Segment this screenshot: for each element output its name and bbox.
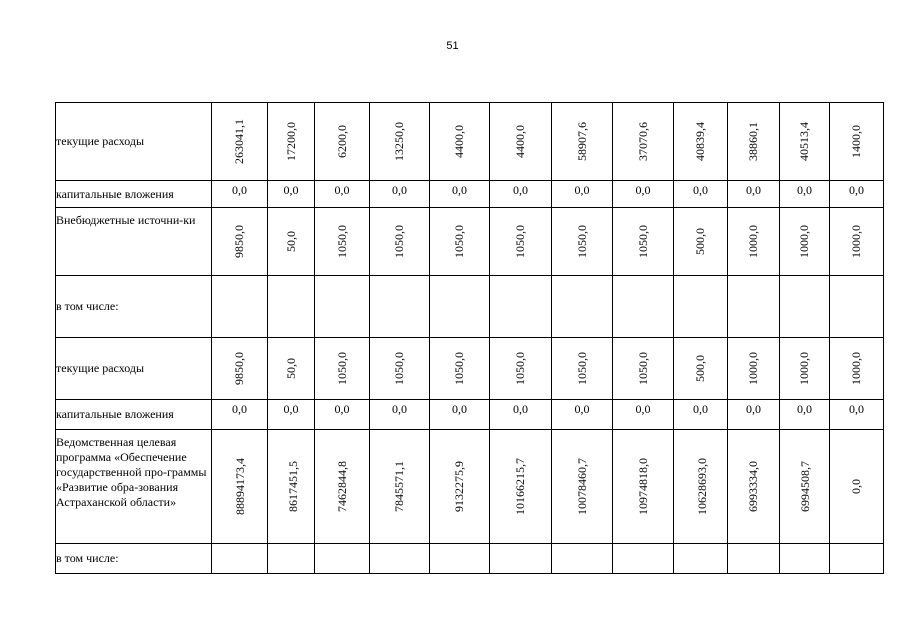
value-text: 1050,0 (513, 352, 527, 385)
value-cell (830, 276, 884, 338)
value-cell (674, 208, 728, 276)
value-text: 9850,0 (232, 225, 246, 258)
row-label: текущие расходы (56, 338, 212, 400)
value-text: 10078460,7 (574, 458, 589, 515)
value-cell: 0,0 (490, 400, 552, 430)
value-text: 9132275,9 (452, 461, 466, 512)
value-cell (613, 430, 674, 544)
table-row (56, 338, 884, 400)
value-text: 1050,0 (513, 225, 527, 258)
value-text: 500,0 (693, 355, 707, 382)
value-cell: 0,0 (212, 400, 268, 430)
value-text: 10628693,0 (695, 458, 709, 515)
value-text: 1000,0 (797, 352, 811, 385)
value-text: 500,0 (693, 228, 707, 255)
value-cell (613, 103, 674, 181)
value-cell (268, 544, 315, 574)
value-text: 10166215,7 (513, 458, 527, 515)
value-text: 1050,0 (635, 352, 650, 385)
value-cell (370, 276, 430, 338)
value-cell: 0,0 (370, 400, 430, 430)
value-cell: 0,0 (490, 181, 552, 208)
value-text: 1050,0 (392, 352, 406, 385)
value-cell (430, 276, 490, 338)
value-cell: 0,0 (780, 181, 830, 208)
value-cell: 0,0 (728, 181, 780, 208)
budget-table (55, 102, 884, 574)
value-cell (552, 276, 613, 338)
value-cell (490, 208, 552, 276)
value-text: 6200,0 (334, 125, 349, 158)
value-cell (268, 208, 315, 276)
table-row (56, 276, 884, 338)
row-label: капитальные вложения (56, 181, 212, 208)
value-cell (268, 276, 315, 338)
value-cell (552, 544, 613, 574)
value-cell (212, 208, 268, 276)
value-text: 1050,0 (574, 352, 589, 385)
value-cell (212, 430, 268, 544)
value-text: 4400,0 (513, 125, 527, 158)
value-cell (780, 338, 830, 400)
value-cell (613, 338, 674, 400)
value-cell: 0,0 (370, 181, 430, 208)
value-cell (674, 338, 728, 400)
value-cell: 0,0 (315, 181, 370, 208)
value-text: 1400,0 (849, 125, 863, 158)
value-text: 1000,0 (746, 225, 760, 258)
value-text: 4400,0 (452, 125, 466, 158)
value-text: 0,0 (849, 479, 863, 494)
value-cell: 0,0 (674, 400, 728, 430)
value-text: 1050,0 (635, 225, 650, 258)
value-text: 50,0 (283, 231, 298, 252)
value-cell (490, 103, 552, 181)
value-cell: 0,0 (315, 400, 370, 430)
value-text: 1050,0 (574, 225, 589, 258)
table-row (56, 400, 884, 430)
row-label: в том числе: (56, 276, 212, 338)
value-cell (370, 544, 430, 574)
value-cell (212, 103, 268, 181)
value-cell (490, 276, 552, 338)
value-cell (315, 103, 370, 181)
value-cell (613, 208, 674, 276)
value-text: 1000,0 (746, 352, 760, 385)
value-text: 10974818,0 (635, 458, 650, 515)
value-cell: 0,0 (830, 181, 884, 208)
value-cell: 0,0 (212, 181, 268, 208)
value-text: 7845571,1 (392, 461, 406, 512)
value-cell (728, 208, 780, 276)
value-cell: 0,0 (552, 400, 613, 430)
value-cell (552, 103, 613, 181)
value-cell (430, 338, 490, 400)
value-text: 1050,0 (334, 352, 349, 385)
value-cell (430, 430, 490, 544)
value-text: 263041,1 (232, 119, 246, 164)
value-cell (728, 103, 780, 181)
value-cell (315, 276, 370, 338)
value-cell: 0,0 (613, 400, 674, 430)
value-cell (613, 276, 674, 338)
value-cell (268, 103, 315, 181)
value-cell (780, 103, 830, 181)
value-text: 1050,0 (392, 225, 406, 258)
value-cell (830, 103, 884, 181)
value-text: 58907,6 (574, 122, 589, 161)
value-cell (370, 338, 430, 400)
value-text: 38860,1 (746, 122, 760, 161)
value-cell (315, 430, 370, 544)
value-cell (315, 208, 370, 276)
value-cell (728, 430, 780, 544)
value-cell (490, 544, 552, 574)
value-cell: 0,0 (728, 400, 780, 430)
value-cell (830, 430, 884, 544)
value-cell (552, 338, 613, 400)
value-cell (728, 338, 780, 400)
value-cell (315, 338, 370, 400)
value-cell (830, 208, 884, 276)
value-cell: 0,0 (830, 400, 884, 430)
value-text: 13250,0 (392, 122, 406, 161)
value-cell (780, 208, 830, 276)
row-label: в том числе: (56, 544, 212, 574)
table-row (56, 430, 884, 544)
value-cell: 0,0 (780, 400, 830, 430)
table-row (56, 544, 884, 574)
value-cell (552, 430, 613, 544)
value-text: 9850,0 (232, 352, 246, 385)
value-text: 1050,0 (334, 225, 349, 258)
value-cell (370, 208, 430, 276)
value-text: 6994508,7 (798, 461, 812, 512)
value-cell (268, 430, 315, 544)
value-text: 50,0 (283, 358, 298, 379)
value-cell: 0,0 (268, 181, 315, 208)
value-cell (674, 430, 728, 544)
value-cell (212, 338, 268, 400)
value-cell: 0,0 (268, 400, 315, 430)
value-text: 1000,0 (797, 225, 811, 258)
value-cell (830, 544, 884, 574)
value-cell (728, 544, 780, 574)
value-text: 1000,0 (849, 352, 863, 385)
value-cell (490, 430, 552, 544)
value-text: 6993334,0 (746, 461, 760, 512)
value-cell: 0,0 (430, 400, 490, 430)
value-cell (613, 544, 674, 574)
value-text: 40839,4 (693, 122, 707, 161)
row-label: Ведомственная целевая программа «Обеспечение государственной про-граммы «Развитие обра-зования Астраханской области» (56, 430, 212, 544)
value-text: 37070,6 (635, 122, 650, 161)
value-cell (780, 276, 830, 338)
page-number: 51 (446, 40, 459, 52)
value-text: 1050,0 (452, 225, 466, 258)
value-cell: 0,0 (552, 181, 613, 208)
value-cell (552, 208, 613, 276)
value-cell (430, 208, 490, 276)
value-text: 1050,0 (452, 352, 466, 385)
value-cell (212, 544, 268, 574)
value-cell (674, 103, 728, 181)
value-cell (490, 338, 552, 400)
value-cell (674, 276, 728, 338)
value-text: 7462844,8 (334, 461, 349, 512)
table-row (56, 103, 884, 181)
value-cell: 0,0 (430, 181, 490, 208)
value-cell: 0,0 (674, 181, 728, 208)
value-text: 17200,0 (283, 122, 298, 161)
row-label: текущие расходы (56, 103, 212, 181)
value-text: 88894173,4 (233, 458, 247, 515)
value-text: 8617451,5 (286, 461, 300, 512)
table-row (56, 208, 884, 276)
value-cell (430, 544, 490, 574)
value-cell (780, 430, 830, 544)
value-cell (430, 103, 490, 181)
row-label: Внебюджетные источни-ки (56, 208, 212, 276)
value-cell (315, 544, 370, 574)
row-label: капитальные вложения (56, 400, 212, 430)
value-cell (370, 430, 430, 544)
value-cell: 0,0 (613, 181, 674, 208)
table-row (56, 181, 884, 208)
value-cell (212, 276, 268, 338)
value-text: 40513,4 (797, 122, 811, 161)
value-text: 1000,0 (849, 225, 863, 258)
value-cell (370, 103, 430, 181)
value-cell (674, 544, 728, 574)
value-cell (728, 276, 780, 338)
value-cell (780, 544, 830, 574)
value-cell (268, 338, 315, 400)
value-cell (830, 338, 884, 400)
